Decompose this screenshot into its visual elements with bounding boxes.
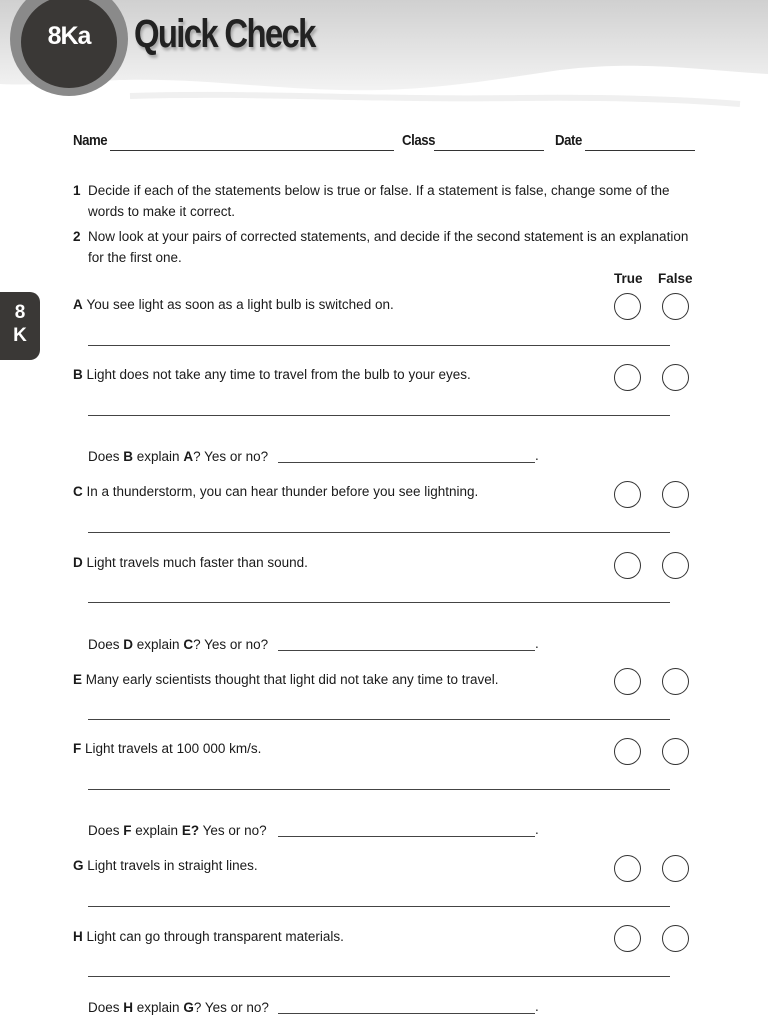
statement-text: Light travels in straight lines. bbox=[87, 858, 258, 873]
explain-letter: A bbox=[183, 449, 194, 464]
yes-no-answer-line-1[interactable] bbox=[278, 462, 535, 463]
correction-line-a[interactable] bbox=[88, 345, 670, 346]
explain-text: Does bbox=[88, 823, 124, 838]
instruction-number: 2 bbox=[73, 229, 81, 244]
instruction-number: 1 bbox=[73, 183, 81, 198]
explain-question-3 bbox=[88, 822, 267, 840]
side-tab bbox=[0, 292, 40, 360]
header-banner bbox=[0, 0, 768, 110]
explain-question-2 bbox=[88, 636, 268, 654]
correction-line-f[interactable] bbox=[88, 789, 670, 790]
false-radio-c[interactable] bbox=[662, 481, 689, 508]
false-radio-b[interactable] bbox=[662, 364, 689, 391]
false-radio-d[interactable] bbox=[662, 552, 689, 579]
name-field[interactable] bbox=[110, 150, 394, 151]
page-title: Quick Check bbox=[134, 12, 315, 56]
date-field[interactable] bbox=[585, 150, 695, 151]
true-radio-d[interactable] bbox=[614, 552, 641, 579]
explain-letter: H bbox=[123, 1000, 134, 1015]
name-label: Name bbox=[73, 132, 108, 149]
statement-letter: B bbox=[73, 367, 83, 382]
true-column-header: True bbox=[614, 271, 643, 286]
false-column-header: False bbox=[658, 271, 693, 286]
explain-text: explain bbox=[133, 637, 184, 652]
correction-line-e[interactable] bbox=[88, 719, 670, 720]
true-radio-b[interactable] bbox=[614, 364, 641, 391]
answer-period: . bbox=[535, 822, 539, 837]
true-radio-e[interactable] bbox=[614, 668, 641, 695]
statement-g bbox=[73, 857, 258, 875]
class-label: Class bbox=[402, 132, 436, 149]
explain-text: ? Yes or no? bbox=[193, 1000, 269, 1015]
explain-letter: G bbox=[183, 1000, 194, 1015]
explain-text: ? Yes or no? bbox=[193, 449, 269, 464]
yes-no-answer-line-2[interactable] bbox=[278, 650, 535, 651]
false-radio-g[interactable] bbox=[662, 855, 689, 882]
class-field[interactable] bbox=[434, 150, 544, 151]
explain-text: explain bbox=[133, 449, 184, 464]
true-radio-h[interactable] bbox=[614, 925, 641, 952]
true-radio-a[interactable] bbox=[614, 293, 641, 320]
false-radio-a[interactable] bbox=[662, 293, 689, 320]
unit-badge: 8Ka bbox=[47, 22, 91, 50]
statement-a bbox=[73, 296, 394, 314]
explain-text: Does bbox=[88, 637, 124, 652]
statement-letter: D bbox=[73, 555, 83, 570]
statement-text: Many early scientists thought that light did not take any time to travel. bbox=[85, 672, 499, 687]
statement-text: Light can go through transparent materials. bbox=[86, 929, 344, 944]
false-radio-f[interactable] bbox=[662, 738, 689, 765]
yes-no-answer-line-3[interactable] bbox=[278, 836, 535, 837]
correction-line-d[interactable] bbox=[88, 602, 670, 603]
correction-line-b[interactable] bbox=[88, 415, 670, 416]
correction-line-h[interactable] bbox=[88, 976, 670, 977]
explain-question-1 bbox=[88, 448, 268, 466]
statement-text: In a thunderstorm, you can hear thunder before you see lightning. bbox=[86, 484, 479, 499]
explain-text: Yes or no? bbox=[199, 823, 267, 838]
answer-period: . bbox=[535, 448, 539, 463]
instruction-text: Decide if each of the statements below is true or false. If a statement is false, change some of the words to make it correct. bbox=[88, 183, 670, 219]
statement-c bbox=[73, 483, 478, 501]
statement-letter: A bbox=[73, 297, 83, 312]
answer-period: . bbox=[535, 999, 539, 1014]
false-radio-e[interactable] bbox=[662, 668, 689, 695]
explain-letter: F bbox=[123, 823, 132, 838]
explain-letter: B bbox=[123, 449, 134, 464]
false-radio-h[interactable] bbox=[662, 925, 689, 952]
statement-f bbox=[73, 740, 261, 758]
side-tab-line1: 8 bbox=[14, 302, 26, 323]
student-info-row bbox=[73, 132, 696, 152]
statement-letter: F bbox=[73, 741, 82, 756]
side-tab-line2: K bbox=[13, 325, 27, 346]
instruction-text: Now look at your pairs of corrected statements, and decide if the second statement is an explanation for the first one. bbox=[88, 229, 689, 265]
explain-text: explain bbox=[133, 1000, 184, 1015]
answer-period: . bbox=[535, 636, 539, 651]
explain-text: Does bbox=[88, 1000, 124, 1015]
true-radio-f[interactable] bbox=[614, 738, 641, 765]
statement-text: You see light as soon as a light bulb is switched on. bbox=[86, 297, 394, 312]
explain-question-4 bbox=[88, 999, 269, 1017]
correction-line-c[interactable] bbox=[88, 532, 670, 533]
instruction-2 bbox=[73, 226, 698, 268]
statement-text: Light travels much faster than sound. bbox=[86, 555, 308, 570]
explain-text: Does bbox=[88, 449, 124, 464]
statement-h bbox=[73, 928, 344, 946]
explain-letter: D bbox=[123, 637, 134, 652]
statement-text: Light travels at 100 000 km/s. bbox=[85, 741, 262, 756]
instruction-1 bbox=[73, 180, 698, 222]
true-radio-g[interactable] bbox=[614, 855, 641, 882]
statement-letter: G bbox=[73, 858, 84, 873]
explain-letter: C bbox=[183, 637, 194, 652]
date-label: Date bbox=[555, 132, 582, 149]
true-radio-c[interactable] bbox=[614, 481, 641, 508]
statement-letter: E bbox=[73, 672, 83, 687]
statement-letter: H bbox=[73, 929, 83, 944]
yes-no-answer-line-4[interactable] bbox=[278, 1013, 535, 1014]
explain-text: ? Yes or no? bbox=[193, 637, 269, 652]
explain-text: explain bbox=[131, 823, 182, 838]
statement-d bbox=[73, 554, 308, 572]
correction-line-g[interactable] bbox=[88, 906, 670, 907]
statement-text: Light does not take any time to travel from the bulb to your eyes. bbox=[86, 367, 471, 382]
statement-b bbox=[73, 366, 471, 384]
statement-e bbox=[73, 671, 499, 689]
explain-letter: E? bbox=[181, 823, 200, 838]
statement-letter: C bbox=[73, 484, 83, 499]
